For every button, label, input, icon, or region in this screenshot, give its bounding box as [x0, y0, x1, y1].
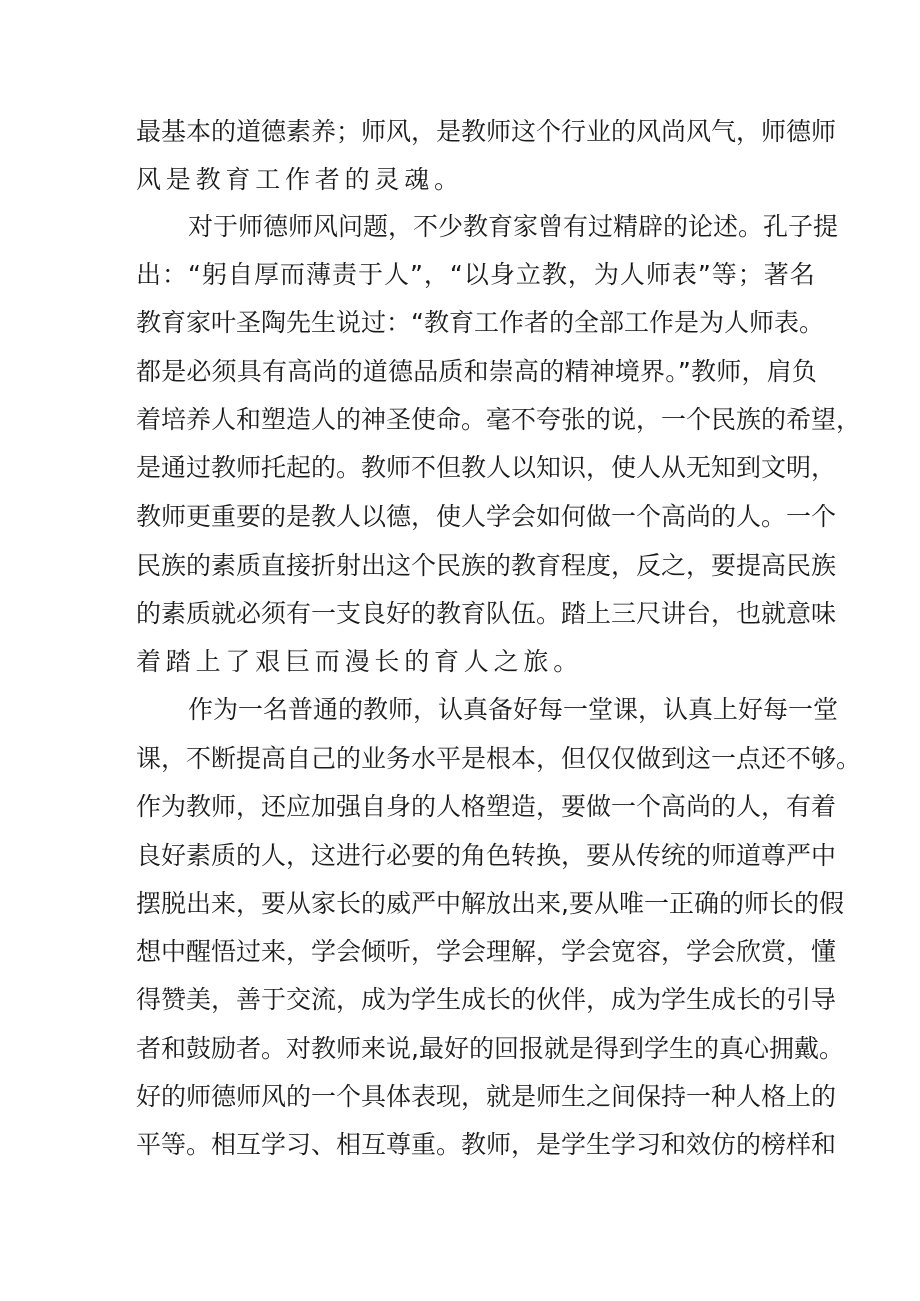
- text-line-content: 着踏上了艰巨而漫长的育人之旅。: [136, 647, 584, 676]
- text-line: [0, 1077, 920, 1117]
- text-line: [0, 160, 920, 200]
- text-line: [0, 207, 920, 247]
- text-line-content: 得赞美，善于交流，成为学生成长的伙伴，成为学生成长的引导: [136, 985, 837, 1014]
- text-line-content: 作为一名普通的教师，认真备好每一堂课，认真上好每一堂: [188, 695, 839, 724]
- text-line-content: 教育家叶圣陶先生说过：“教育工作者的全部工作是为人师表。: [136, 308, 824, 337]
- text-line-content: 的素质就必须有一支良好的教育队伍。踏上三尺讲台，也就意味: [136, 599, 837, 628]
- text-line: [0, 739, 920, 779]
- text-line: [0, 884, 920, 924]
- text-line: [0, 352, 920, 392]
- text-line: [0, 642, 920, 682]
- text-line-content: 摆脱出来，要从家长的威严中解放出来,要从唯一正确的师长的假: [136, 889, 844, 918]
- text-line-content: 作为教师，还应加强自身的人格塑造，要做一个高尚的人，有着: [136, 792, 837, 821]
- text-line-content: 课，不断提高自己的业务水平是根本，但仅仅做到这一点还不够。: [136, 744, 862, 773]
- text-line-content: 者和鼓励者。对教师来说,最好的回报就是得到学生的真心拥戴。: [136, 1034, 844, 1063]
- text-line-content: 民族的素质直接折射出这个民族的教育程度，反之，要提高民族: [136, 551, 837, 580]
- text-line-content: 良好素质的人，这进行必要的角色转换，要从传统的师道尊严中: [136, 841, 837, 870]
- text-line-content: 对于师德师风问题，不少教育家曾有过精辟的论述。孔子提: [188, 212, 839, 241]
- text-line-content: 出：“躬自厚而薄责于人”，“以身立教，为人师表”等；著名: [136, 260, 816, 289]
- text-line: [0, 400, 920, 440]
- text-line-content: 好的师德师风的一个具体表现，就是师生之间保持一种人格上的: [136, 1082, 837, 1111]
- text-line-content: 教师更重要的是教人以德，使人学会如何做一个高尚的人。一个: [136, 502, 837, 531]
- text-line: [0, 594, 920, 634]
- text-line: [0, 303, 920, 343]
- text-line: [0, 690, 920, 730]
- text-line: [0, 112, 920, 152]
- text-line-content: 想中醒悟过来，学会倾听，学会理解，学会宽容，学会欣赏，懂: [136, 937, 837, 966]
- text-line-content: 是通过教师托起的。教师不但教人以知识，使人从无知到文明，: [136, 453, 837, 482]
- text-line: [0, 980, 920, 1020]
- text-line: [0, 787, 920, 827]
- text-line: [0, 255, 920, 295]
- text-line-content: 都是必须具有高尚的道德品质和崇高的精神境界。”教师，肩负: [136, 357, 818, 386]
- text-line: [0, 1125, 920, 1165]
- text-line: [0, 932, 920, 972]
- text-line-content: 着培养人和塑造人的神圣使命。毫不夸张的说，一个民族的希望，: [136, 405, 862, 434]
- text-line: [0, 836, 920, 876]
- text-line-content: 最基本的道德素养；师风，是教师这个行业的风尚风气，师德师: [136, 117, 837, 146]
- text-line-content: 风是教育工作者的灵魂。: [136, 165, 464, 194]
- text-line-content: 平等。相互学习、相互尊重。教师，是学生学习和效仿的榜样和: [136, 1130, 837, 1159]
- text-line: [0, 1029, 920, 1069]
- text-line: [0, 448, 920, 488]
- text-line: [0, 546, 920, 586]
- text-line: [0, 497, 920, 537]
